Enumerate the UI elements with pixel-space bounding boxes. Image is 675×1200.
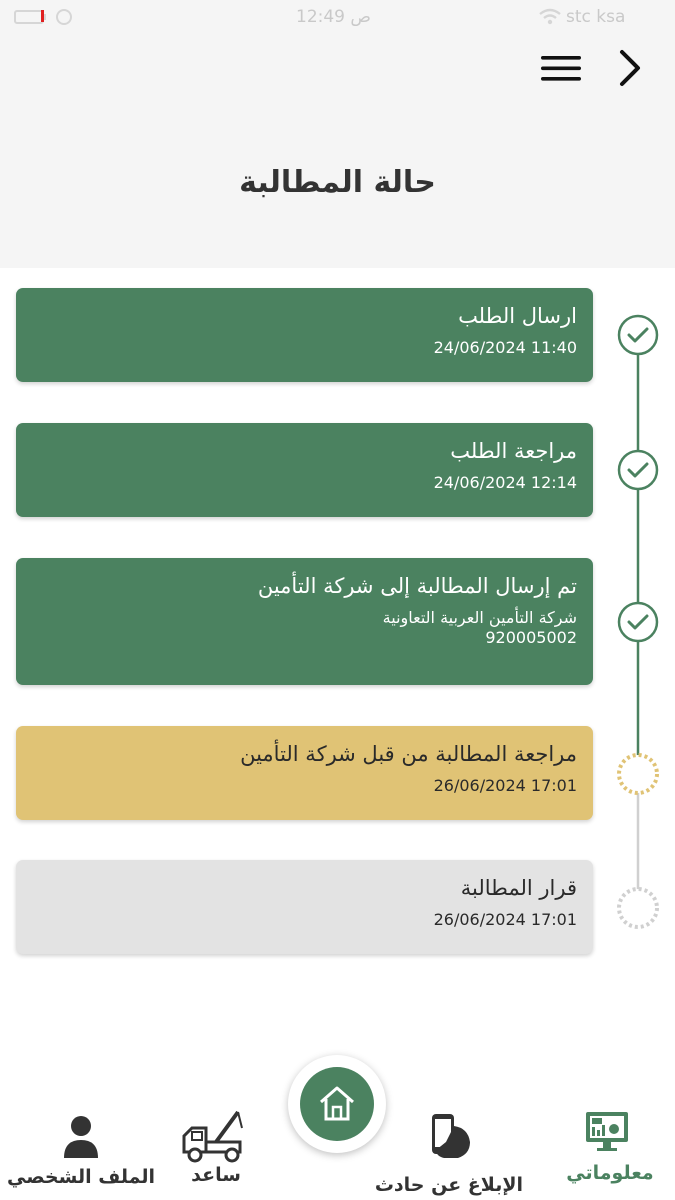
user-icon <box>62 1114 100 1158</box>
home-icon <box>317 1083 357 1123</box>
status-bar <box>0 0 675 36</box>
header <box>0 0 675 268</box>
step-title: مراجعة المطالبة من قبل شركة التأمين <box>240 742 577 766</box>
nav-my-info-label: معلوماتي <box>566 1162 654 1184</box>
insurer-phone: 920005002 <box>485 628 577 647</box>
step-title: مراجعة الطلب <box>450 439 577 463</box>
monitor-dashboard-icon <box>584 1110 630 1154</box>
battery-icon <box>14 10 44 24</box>
step-in-progress-icon <box>619 755 657 793</box>
nav-report-accident[interactable] <box>374 1112 523 1200</box>
step-pending-icon <box>619 889 657 927</box>
nav-profile[interactable] <box>6 1114 156 1194</box>
wifi-icon <box>538 8 562 26</box>
home-button[interactable] <box>288 1055 386 1153</box>
step-timestamp: 12:14 24/06/2024 <box>433 473 577 492</box>
step-title: تم إرسال المطالبة إلى شركة التأمين <box>257 574 577 598</box>
screen-record-icon <box>56 9 72 25</box>
nav-report-accident-label: الإبلاغ عن حادث <box>374 1174 523 1196</box>
battery-low-indicator <box>41 10 44 22</box>
step-title: قرار المطالبة <box>460 876 577 900</box>
step-done-icon <box>619 451 657 489</box>
step-card-decision[interactable] <box>16 860 593 954</box>
hamburger-menu-icon[interactable] <box>538 48 584 88</box>
home-button-inner <box>300 1067 374 1141</box>
forward-arrow-icon[interactable] <box>610 44 650 92</box>
nav-profile-label: الملف الشخصي <box>6 1166 155 1188</box>
nav-assist-label: ساعد <box>191 1164 241 1186</box>
insurer-name: شركة التأمين العربية التعاونية <box>382 608 577 627</box>
step-timestamp: 17:01 26/06/2024 <box>433 776 577 795</box>
step-card-sent-to-insurer[interactable] <box>16 558 593 685</box>
step-title: ارسال الطلب <box>458 304 577 328</box>
step-card-insurer-review[interactable] <box>16 726 593 820</box>
nav-my-info[interactable] <box>560 1110 660 1190</box>
page-title: حالة المطالبة <box>239 165 436 200</box>
tow-truck-icon <box>180 1108 250 1164</box>
nav-assist[interactable] <box>176 1108 256 1192</box>
phone-hand-icon <box>424 1112 474 1162</box>
status-time: 12:49 ص <box>296 7 371 27</box>
status-timeline <box>600 290 675 950</box>
step-card-submit[interactable] <box>16 288 593 382</box>
step-card-review[interactable] <box>16 423 593 517</box>
step-done-icon <box>619 603 657 641</box>
step-done-icon <box>619 316 657 354</box>
step-timestamp: 17:01 26/06/2024 <box>433 910 577 929</box>
step-timestamp: 11:40 24/06/2024 <box>433 338 577 357</box>
carrier-name: stc ksa <box>566 7 626 27</box>
